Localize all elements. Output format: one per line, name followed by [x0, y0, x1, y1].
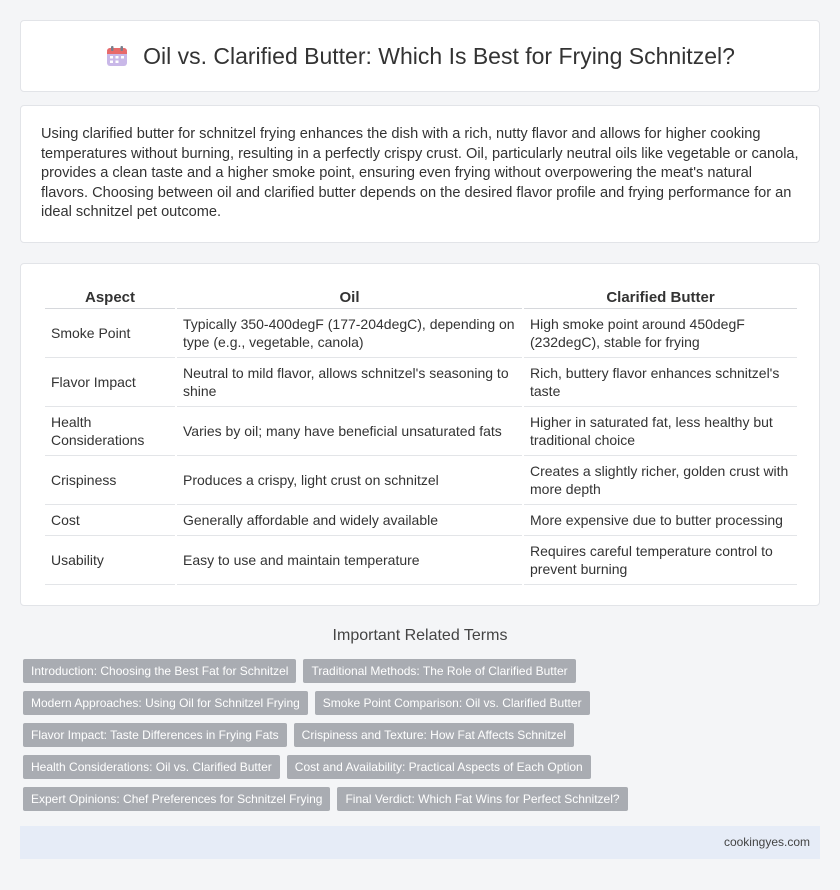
related-tag[interactable]: Introduction: Choosing the Best Fat for Schnitzel: [23, 659, 296, 683]
tag-row: [23, 787, 823, 819]
footer-site-link[interactable]: cookingyes.com: [723, 835, 810, 849]
related-tag[interactable]: Final Verdict: Which Fat Wins for Perfect Schnitzel?: [337, 787, 627, 811]
table-cell: More expensive due to butter processing: [524, 505, 797, 536]
related-tag[interactable]: Expert Opinions: Chef Preferences for Schnitzel Frying: [23, 787, 330, 811]
table-cell: Flavor Impact: [45, 358, 175, 407]
table-cell: Usability: [45, 536, 175, 585]
intro-text: Using clarified butter for schnitzel frying enhances the dish with a rich, nutty flavor and allows for higher cooking temperatures without burning, resulting in a perfectly crispy crust. Oil, particularly neutral oils like vegetable or canola, provides a clean taste and a higher smoke point, ensuring even frying without overpowering the meat's natural flavors. Choosing between oil and clarified butter depends on the desired flavor profile and frying performance for an ideal schnitzel pet outcome.: [41, 126, 799, 221]
related-tag[interactable]: Cost and Availability: Practical Aspects of Each Option: [287, 755, 591, 779]
related-tag[interactable]: Modern Approaches: Using Oil for Schnitzel Frying: [23, 691, 308, 715]
tag-row: [23, 723, 823, 755]
table-cell: Varies by oil; many have beneficial unsaturated fats: [177, 407, 522, 456]
related-tag[interactable]: Health Considerations: Oil vs. Clarified Butter: [23, 755, 280, 779]
table-row: [45, 309, 797, 358]
table-row: [45, 536, 797, 585]
table-cell: Typically 350-400degF (177-204degC), depending on type (e.g., vegetable, canola): [177, 309, 522, 358]
tag-row: [23, 691, 823, 723]
table-row: [45, 407, 797, 456]
header-clarified-butter: Clarified Butter: [524, 283, 797, 309]
table-header-row: [45, 283, 797, 309]
table-cell: Cost: [45, 505, 175, 536]
tag-row: [23, 659, 823, 691]
table-cell: Higher in saturated fat, less healthy but traditional choice: [524, 407, 797, 456]
table-cell: High smoke point around 450degF (232degC), stable for frying: [524, 309, 797, 358]
table-cell: Rich, buttery flavor enhances schnitzel's taste: [524, 358, 797, 407]
table-cell: Health Considerations: [45, 407, 175, 456]
table-cell: Smoke Point: [45, 309, 175, 358]
table-row: [45, 358, 797, 407]
related-terms-title: Important Related Terms: [332, 627, 508, 644]
table-row: [45, 505, 797, 536]
related-tag[interactable]: Traditional Methods: The Role of Clarified Butter: [303, 659, 575, 683]
related-tag[interactable]: Smoke Point Comparison: Oil vs. Clarified Butter: [315, 691, 590, 715]
table-cell: Easy to use and maintain temperature: [177, 536, 522, 585]
title-card: [20, 20, 820, 92]
header-oil: Oil: [177, 283, 522, 309]
table-cell: Creates a slightly richer, golden crust with more depth: [524, 456, 797, 505]
table-cell: Crispiness: [45, 456, 175, 505]
table-cell: Produces a crispy, light crust on schnitzel: [177, 456, 522, 505]
comparison-table-card: [20, 263, 820, 606]
tag-row: [23, 755, 823, 787]
page-title: Oil vs. Clarified Butter: Which Is Best for Frying Schnitzel?: [143, 42, 735, 69]
related-tag[interactable]: Flavor Impact: Taste Differences in Frying Fats: [23, 723, 287, 747]
related-tag[interactable]: Crispiness and Texture: How Fat Affects Schnitzel: [294, 723, 574, 747]
table-row: [45, 456, 797, 505]
footer: [20, 826, 820, 859]
calendar-icon: [105, 44, 129, 68]
related-terms-tags: [23, 659, 823, 819]
header-aspect: Aspect: [45, 283, 175, 309]
table-cell: Neutral to mild flavor, allows schnitzel's seasoning to shine: [177, 358, 522, 407]
table-cell: Generally affordable and widely available: [177, 505, 522, 536]
comparison-table: [43, 283, 799, 585]
intro-card: [20, 105, 820, 243]
table-cell: Requires careful temperature control to prevent burning: [524, 536, 797, 585]
